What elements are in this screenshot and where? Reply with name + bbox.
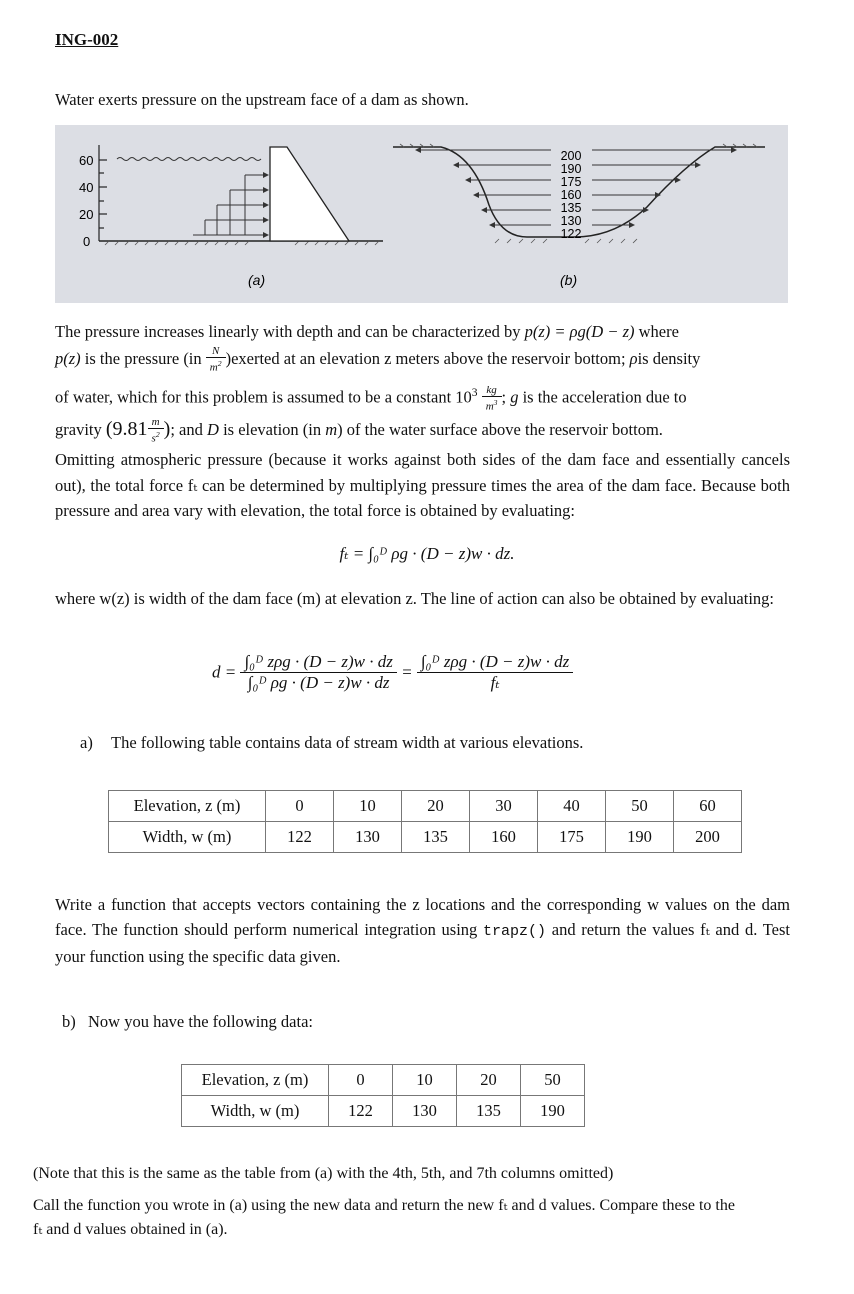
axis-tick-label: 60 xyxy=(79,153,94,168)
pressure-formula: p(z) = ρg(D − z) xyxy=(524,322,635,341)
para1-text: is the acceleration due to xyxy=(518,387,687,407)
width-label: 122 xyxy=(560,227,582,241)
fraction-2 xyxy=(417,652,573,693)
d-symbol: D xyxy=(207,420,219,439)
table-row xyxy=(109,822,742,853)
para1-rest: Omitting atmospheric pressure (because it works against both sides of the dam face and essentially cancels out), the total force fₜ can be determined by multiplying pressure times the area of the dam face. Because both pressure and area vary with elevation, the total force is obtained by evaluating: xyxy=(55,450,790,520)
cell: 0 xyxy=(329,1065,393,1096)
cell: 175 xyxy=(538,822,606,853)
unit-denominator: s xyxy=(151,433,156,446)
para1-text: is the pressure (in xyxy=(80,349,206,368)
cell: 30 xyxy=(470,791,538,822)
dam-figure xyxy=(55,125,788,303)
table-row xyxy=(182,1096,585,1127)
cell: 135 xyxy=(402,822,470,853)
part-a-label: a) xyxy=(80,733,93,752)
cell: 190 xyxy=(606,822,674,853)
para1-text: of water, which for this problem is assumed to be a constant 10 xyxy=(55,387,472,407)
figure-label-b: (b) xyxy=(560,272,578,288)
dam-diagram xyxy=(55,125,788,303)
part-b-label: b) xyxy=(62,1012,76,1031)
exponent: 3 xyxy=(471,387,478,399)
axis-tick-label: 20 xyxy=(79,207,94,222)
cell: 10 xyxy=(334,791,402,822)
para1-text: ) of the water surface above the reservoir bottom. xyxy=(337,420,663,439)
cell: 200 xyxy=(674,822,742,853)
part-b-text: Now you have the following data: xyxy=(88,1012,313,1031)
line-of-action-equation xyxy=(212,652,652,693)
para1-text: ; and xyxy=(170,420,208,439)
width-label: 175 xyxy=(560,175,582,189)
width-label: 190 xyxy=(560,162,582,176)
pressure-symbol: p(z) xyxy=(55,349,81,368)
rho-symbol: ρ xyxy=(629,349,638,368)
width-label: 200 xyxy=(560,149,582,163)
cell: 50 xyxy=(606,791,674,822)
row-header: Elevation, z (m) xyxy=(182,1065,329,1096)
cell: 122 xyxy=(329,1096,393,1127)
task-text: and return the values fₜ and d. Test your function using the specific data given. xyxy=(55,920,791,966)
row-header: Width, w (m) xyxy=(109,822,266,853)
width-label: 160 xyxy=(560,188,582,202)
row-header: Elevation, z (m) xyxy=(109,791,266,822)
cell: 135 xyxy=(457,1096,521,1127)
problem-id: ING-002 xyxy=(55,30,119,49)
cell: 60 xyxy=(674,791,742,822)
force-equation: fₜ = ∫₀ᴰ ρg · (D − z)w · dz. xyxy=(339,544,515,563)
table-row xyxy=(182,1065,585,1096)
width-label: 135 xyxy=(560,201,582,215)
cell: 50 xyxy=(521,1065,585,1096)
eq-lhs: d = xyxy=(212,662,237,682)
para1-text: The pressure increases linearly with depth and can be characterized by xyxy=(55,322,525,341)
para1-text: where xyxy=(634,322,679,341)
code-trapz: trapz() xyxy=(483,923,547,940)
unit-denominator: m xyxy=(485,400,494,413)
part-a-text: The following table contains data of stream width at various elevations. xyxy=(111,733,584,752)
fraction-1 xyxy=(240,652,396,693)
task-text: Write a function that accepts vectors containing the z locations and the corresponding w values on the dam face. The function should perform numerical integration using xyxy=(55,895,790,939)
g-symbol: g xyxy=(510,387,519,407)
cell: 130 xyxy=(393,1096,457,1127)
cell: 122 xyxy=(266,822,334,853)
cell: 130 xyxy=(334,822,402,853)
width-label: 130 xyxy=(560,214,582,228)
m-unit: m xyxy=(325,420,338,439)
figure-label-a: (a) xyxy=(248,272,266,288)
cell: 40 xyxy=(538,791,606,822)
fraction-1-denominator: ∫₀ᴰ ρg · (D − z)w · dz xyxy=(247,673,390,692)
cell: 190 xyxy=(521,1096,585,1127)
cell: 0 xyxy=(266,791,334,822)
para1-text: ; xyxy=(501,387,511,407)
fraction-1-numerator: ∫₀ᴰ zρg · (D − z)w · dz xyxy=(240,652,396,673)
paren-close: ) xyxy=(163,418,171,440)
line-of-action-text: where w(z) is width of the dam face (m) at elevation z. The line of action can also be obtained by evaluating: xyxy=(55,589,775,608)
para1-text: is elevation (in xyxy=(218,420,326,439)
unit-numerator: m xyxy=(148,417,164,429)
table-b xyxy=(181,1064,585,1127)
unit-numerator: N xyxy=(206,346,226,358)
axis-tick-label: 40 xyxy=(79,180,94,195)
unit-denominator: m xyxy=(209,362,218,375)
para1-text: is density xyxy=(637,349,701,368)
call-text: Call the function you wrote in (a) using the new data and return the new fₜ and d values. Compare these to the fₜ and d values obtained in (a). xyxy=(33,1197,735,1238)
task-a-text xyxy=(55,892,790,969)
cell: 160 xyxy=(470,822,538,853)
unit-numerator: kg xyxy=(482,385,502,397)
para1-text: gravity xyxy=(55,420,106,439)
gravity-value: (9.81 xyxy=(105,418,148,440)
cell: 20 xyxy=(457,1065,521,1096)
table-a xyxy=(108,790,742,853)
row-header: Width, w (m) xyxy=(182,1096,329,1127)
axis-tick-label: 0 xyxy=(83,234,91,249)
equals-sign: = xyxy=(401,662,413,682)
note-text: (Note that this is the same as the table from (a) with the 4th, 5th, and 7th columns omitted) xyxy=(33,1165,614,1182)
table-row xyxy=(109,791,742,822)
fraction-2-numerator: ∫₀ᴰ zρg · (D − z)w · dz xyxy=(417,652,573,673)
pressure-paragraph: The pressure increases linearly with depth and can be characterized by p(z) = ρg(D − z) where p(z) is the pressure (in $\frac{N}{m^2}$ )exerted at an elevation z meters above the reservoir bottom; ρis density of water, which for this problem is assumed to be a constant $10^3$ $\frac{kg}{m^3}$ ; g is the acceleration due to gravity (9.81 $\frac{m}{s^2}$ ); and D is elevation (in m) of the water surface above the reservoir bottom. Omitting atmospheric pressure (because it works against both sides of the dam face and essentially cancels out), the total force fₜ can be determined by multiplying pressure times the area of the dam face. Because both pressure and area vary with elevation, the total force is obtained by evaluating: xyxy=(55,318,790,524)
para1-text: )exerted at an elevation z meters above the reservoir bottom; xyxy=(225,349,630,368)
cell: 10 xyxy=(393,1065,457,1096)
fraction-2-denominator: fₜ xyxy=(490,673,500,692)
cell: 20 xyxy=(402,791,470,822)
intro-text: Water exerts pressure on the upstream face of a dam as shown. xyxy=(55,90,469,109)
